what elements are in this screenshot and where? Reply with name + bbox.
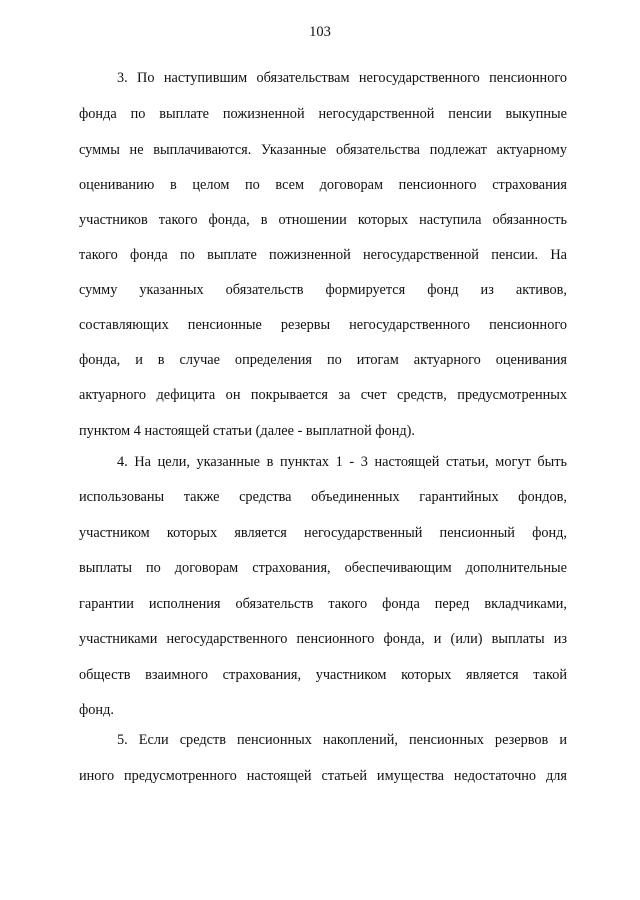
text-line: составляющих пенсионные резервы негосударственного пенсионного <box>79 317 567 333</box>
text-line: такого фонда по выплате пожизненной негосударственной пенсии. На <box>79 247 567 263</box>
text-line: оцениванию в целом по всем договорам пенсионного страхования <box>79 177 567 193</box>
text-line: 5. Если средств пенсионных накоплений, пенсионных резервов и <box>117 732 567 748</box>
text-line: участником которых является негосударственный пенсионный фонд, <box>79 525 567 541</box>
text-line: фонда, и в случае определения по итогам актуарного оценивания <box>79 352 567 368</box>
text-line: иного предусмотренного настоящей статьей имущества недостаточно для <box>79 768 567 784</box>
paragraph-5 <box>79 730 567 786</box>
text-line: участников такого фонда, в отношении которых наступила обязанность <box>79 212 567 228</box>
text-line: выплаты по договорам страхования, обеспечивающим дополнительные <box>79 560 567 576</box>
text-line: фонд. <box>79 702 114 718</box>
paragraph-4 <box>79 452 567 720</box>
text-line: фонда по выплате пожизненной негосударственной пенсии выкупные <box>79 106 567 122</box>
text-line: гарантии исполнения обязательств такого фонда перед вкладчиками, <box>79 596 567 612</box>
paragraph-3 <box>79 68 567 441</box>
text-line: суммы не выплачиваются. Указанные обязательства подлежат актуарному <box>79 142 567 158</box>
text-line: 3. По наступившим обязательствам негосударственного пенсионного <box>117 70 567 86</box>
text-line: обществ взаимного страхования, участником которых является такой <box>79 667 567 683</box>
text-line: 4. На цели, указанные в пунктах 1 - 3 настоящей статьи, могут быть <box>117 454 567 470</box>
text-line: актуарного дефицита он покрывается за счет средств, предусмотренных <box>79 387 567 403</box>
text-line: использованы также средства объединенных гарантийных фондов, <box>79 489 567 505</box>
text-line: участниками негосударственного пенсионного фонда, и (или) выплаты из <box>79 631 567 647</box>
text-line: сумму указанных обязательств формируется фонд из активов, <box>79 282 567 298</box>
text-line: пунктом 4 настоящей статьи (далее - выплатной фонд). <box>79 423 415 439</box>
page-number: 103 <box>309 24 331 40</box>
